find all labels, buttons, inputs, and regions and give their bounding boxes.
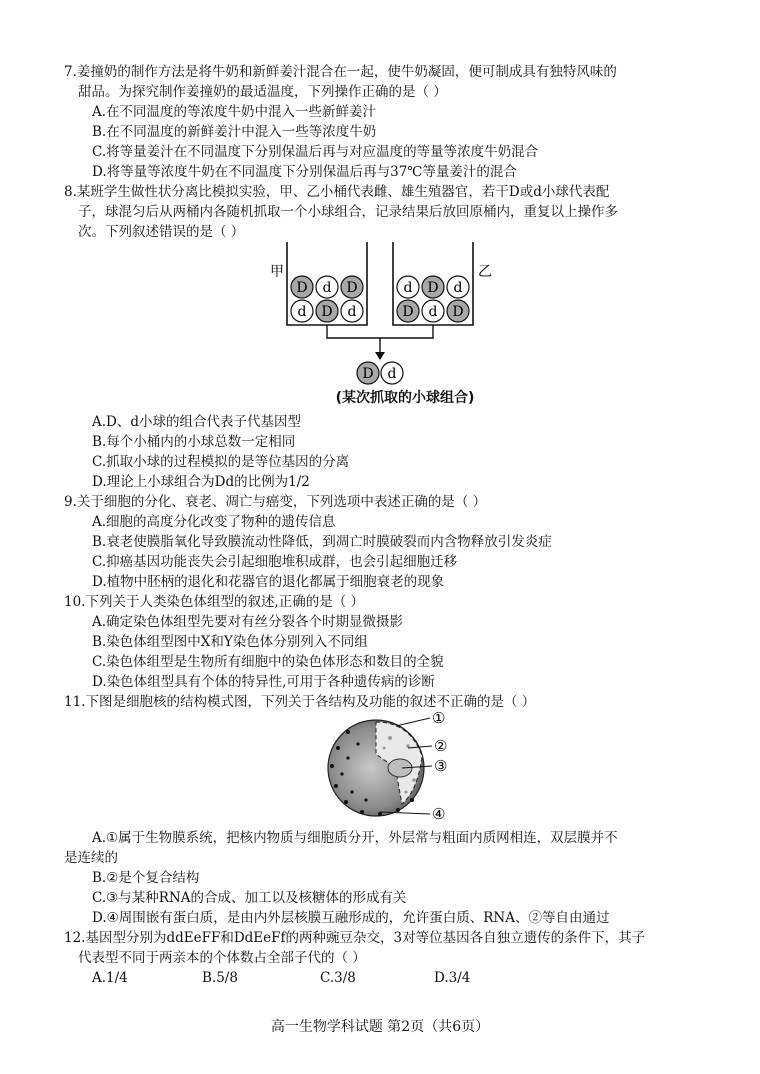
svg-text:d: d <box>387 366 397 382</box>
figure-caption: (某次抓取的小球组合) <box>335 390 475 406</box>
ball <box>291 300 313 322</box>
svg-text:d: d <box>403 280 413 296</box>
q11-option-d: D.④周围嵌有蛋白质，是由内外层核膜互融形成的，允许蛋白质、RNA、②等自由通过 <box>92 910 610 926</box>
q9-option-c: C.抑癌基因功能丧失会引起细胞堆积成群，也会引起细胞迁移 <box>92 554 458 570</box>
svg-text:d: d <box>347 304 357 320</box>
ball-bucket-figure <box>260 240 510 390</box>
q11-option-b: B.②是个复合结构 <box>92 870 200 886</box>
q12-option-b: B.5/8 <box>202 970 238 986</box>
q10-option-a: A.确定染色体组型先要对有丝分裂各个时期显微摄影 <box>92 614 404 630</box>
q8-option-c: C.抓取小球的过程模拟的是等位基因的分离 <box>92 454 350 470</box>
q11-stem: 11.下图是细胞核的结构模式图，下列关于各结构及功能的叙述不正确的是（ ） <box>64 694 536 710</box>
q11-option-a-line1: A.①属于生物膜系统，把核内物质与细胞质分开，外层常与粗面内质网相连，双层膜并不 <box>92 830 618 846</box>
q8-option-b: B.每个小桶内的小球总数一定相同 <box>92 434 296 450</box>
result-ball <box>357 362 379 384</box>
label-3: ③ <box>434 757 448 775</box>
svg-text:d: d <box>297 304 307 320</box>
svg-text:D: D <box>452 304 464 320</box>
ball <box>422 300 444 322</box>
q12-option-d: D.3/4 <box>434 970 471 986</box>
svg-text:d: d <box>453 280 463 296</box>
q10-stem: 10.下列关于人类染色体组型的叙述,正确的是（ ） <box>64 594 365 610</box>
ball <box>341 300 363 322</box>
ball <box>397 300 419 322</box>
arrow-head <box>375 352 385 360</box>
q10-option-c: C.染色体组型是生物所有细胞中的染色体形态和数目的全貌 <box>92 654 444 670</box>
q12-option-a: A.1/4 <box>92 970 128 986</box>
q7-option-c: C.将等量姜汁在不同温度下分别保温后再与对应温度的等量等浓度牛奶混合 <box>92 144 539 160</box>
q10-option-b: B.染色体组型图中X和Y染色体分别列入不同组 <box>92 634 368 650</box>
ball <box>316 300 338 322</box>
ball <box>422 276 444 298</box>
label-4: ④ <box>432 805 446 823</box>
ball <box>341 276 363 298</box>
connector-line <box>327 325 433 338</box>
q8-stem-line2: 子，球混匀后从两桶内各随机抓取一个小球组合，记录结果后放回原桶内，重复以上操作多 <box>78 204 618 220</box>
q12-stem-line1: 12.基因型分别为ddEeFF和DdEeFf的两种豌豆杂交，3对等位基因各自独立遗传的条件下，其子 <box>64 930 646 946</box>
q8-stem-line1: 8.某班学生做性状分离比模拟实验，甲、乙小桶代表雌、雄生殖器官，若干D或d小球代表配 <box>64 184 610 200</box>
q8-option-a: A.D、d小球的组合代表子代基因型 <box>92 414 302 430</box>
svg-text:D: D <box>402 304 414 320</box>
q7-stem-line2: 甜品。为探究制作姜撞奶的最适温度，下列操作正确的是（ ） <box>78 84 447 100</box>
q7-option-a: A.在不同温度的等浓度牛奶中混入一些新鲜姜汁 <box>92 104 377 120</box>
q11-option-c: C.③与某种RNA的合成、加工以及核糖体的形成有关 <box>92 890 407 906</box>
ball <box>397 276 419 298</box>
q9-option-d: D.植物中胚柄的退化和花器官的退化都属于细胞衰老的现象 <box>92 574 445 590</box>
svg-text:D: D <box>346 280 358 296</box>
page-footer: 高一生物学科试题 第2页（共6页） <box>270 1019 490 1035</box>
q12-option-c: C.3/8 <box>320 970 356 986</box>
q11-option-a-line2: 是连续的 <box>64 850 118 866</box>
q12-stem-line2: 代表型不同于两亲本的个体数占全部子代的（ ） <box>78 950 366 966</box>
svg-text:D: D <box>296 280 308 296</box>
q7-option-b: B.在不同温度的新鲜姜汁中混入一些等浓度牛奶 <box>92 124 377 140</box>
q9-option-b: B.衰老使膜脂氧化导致膜流动性降低，到凋亡时膜破裂而内含物释放引发炎症 <box>92 534 552 550</box>
q9-stem: 9.关于细胞的分化、衰老、凋亡与癌变，下列选项中表述正确的是（ ） <box>64 494 487 510</box>
ball <box>291 276 313 298</box>
label-1: ① <box>432 709 446 727</box>
q8-stem-line3: 次。下列叙述错误的是（ ） <box>78 224 245 240</box>
svg-text:d: d <box>428 304 438 320</box>
ball <box>447 276 469 298</box>
svg-text:d: d <box>322 280 332 296</box>
nucleus-diagram <box>318 708 468 826</box>
svg-text:D: D <box>362 366 374 382</box>
q8-option-d: D.理论上小球组合为Dd的比例为1/2 <box>92 474 310 490</box>
result-ball <box>381 362 403 384</box>
bucket-yi-label: 乙 <box>478 264 492 280</box>
svg-text:D: D <box>427 280 439 296</box>
q7-option-d: D.将等量等浓度牛奶在不同温度下分别保温后再与37℃等量姜汁的混合 <box>92 164 517 180</box>
q10-option-d: D.染色体组型具有个体的特异性,可用于各种遗传病的诊断 <box>92 674 435 690</box>
svg-text:D: D <box>321 304 333 320</box>
q7-stem-line1: 7.姜撞奶的制作方法是将牛奶和新鲜姜汁混合在一起，使牛奶凝固，便可制成具有独特风味的 <box>64 64 617 80</box>
bucket-jia-label: 甲 <box>270 264 284 280</box>
ball <box>316 276 338 298</box>
label-2: ② <box>434 737 448 755</box>
q9-option-a: A.细胞的高度分化改变了物种的遗传信息 <box>92 514 336 530</box>
ball <box>447 300 469 322</box>
leader-line-1 <box>396 718 430 726</box>
